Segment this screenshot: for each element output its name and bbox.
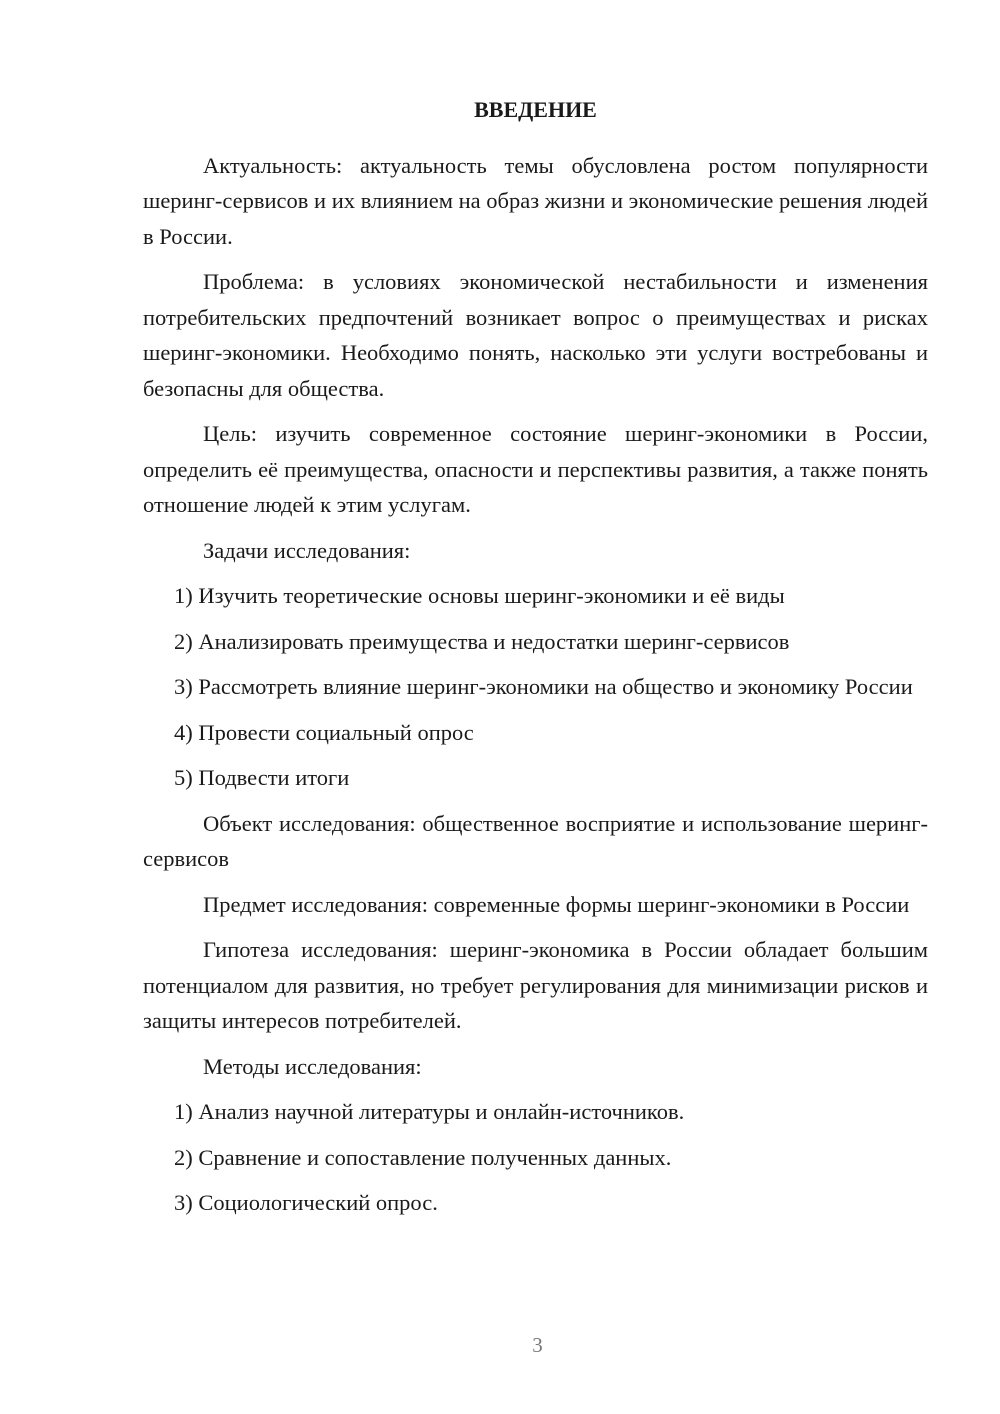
method-item-1: 1) Анализ научной литературы и онлайн-источников. xyxy=(174,1099,685,1124)
page-content xyxy=(143,92,928,1231)
methods-heading: Методы исследования: xyxy=(203,1053,422,1079)
method-item-2: 2) Сравнение и сопоставление полученных данных. xyxy=(174,1144,672,1170)
hypothesis-paragraph: Гипотеза исследования: шеринг-экономика в России обладает большим потенциалом для развития, но требует регулирования для минимизации рисков и защиты интересов потребителей. xyxy=(143,937,928,1033)
task-item-1: 1) Изучить теоретические основы шеринг-экономики и её виды xyxy=(174,583,785,608)
task-item-4: 4) Провести социальный опрос xyxy=(174,719,474,745)
task-item-3: 3) Рассмотреть влияние шеринг-экономики на общество и экономику России xyxy=(174,674,913,699)
tasks-heading: Задачи исследования: xyxy=(203,537,411,563)
goal-paragraph: Цель: изучить современное состояние шеринг-экономики в России, определить её преимущества, опасности и перспективы развития, а также понять отношение людей к этим услугам. xyxy=(143,421,928,517)
task-item-5: 5) Подвести итоги xyxy=(174,765,350,790)
task-item-2: 2) Анализировать преимущества и недостатки шеринг-сервисов xyxy=(174,628,790,654)
page-number: 3 xyxy=(532,1333,543,1357)
object-paragraph: Объект исследования: общественное восприятие и использование шеринг-сервисов xyxy=(143,810,928,871)
relevance-paragraph: Актуальность: актуальность темы обусловлена ростом популярности шеринг-сервисов и их влиянием на образ жизни и экономические решения людей в России. xyxy=(143,152,928,249)
section-title: ВВЕДЕНИЕ xyxy=(474,97,597,122)
subject-paragraph: Предмет исследования: современные формы шеринг-экономики в России xyxy=(203,891,910,917)
method-item-3: 3) Социологический опрос. xyxy=(174,1190,438,1215)
problem-paragraph: Проблема: в условиях экономической нестабильности и изменения потребительских предпочтений возникает вопрос о преимуществах и рисках шеринг-экономики. Необходимо понять, насколько эти услуги востребованы и безопасны для общества. xyxy=(143,269,928,401)
